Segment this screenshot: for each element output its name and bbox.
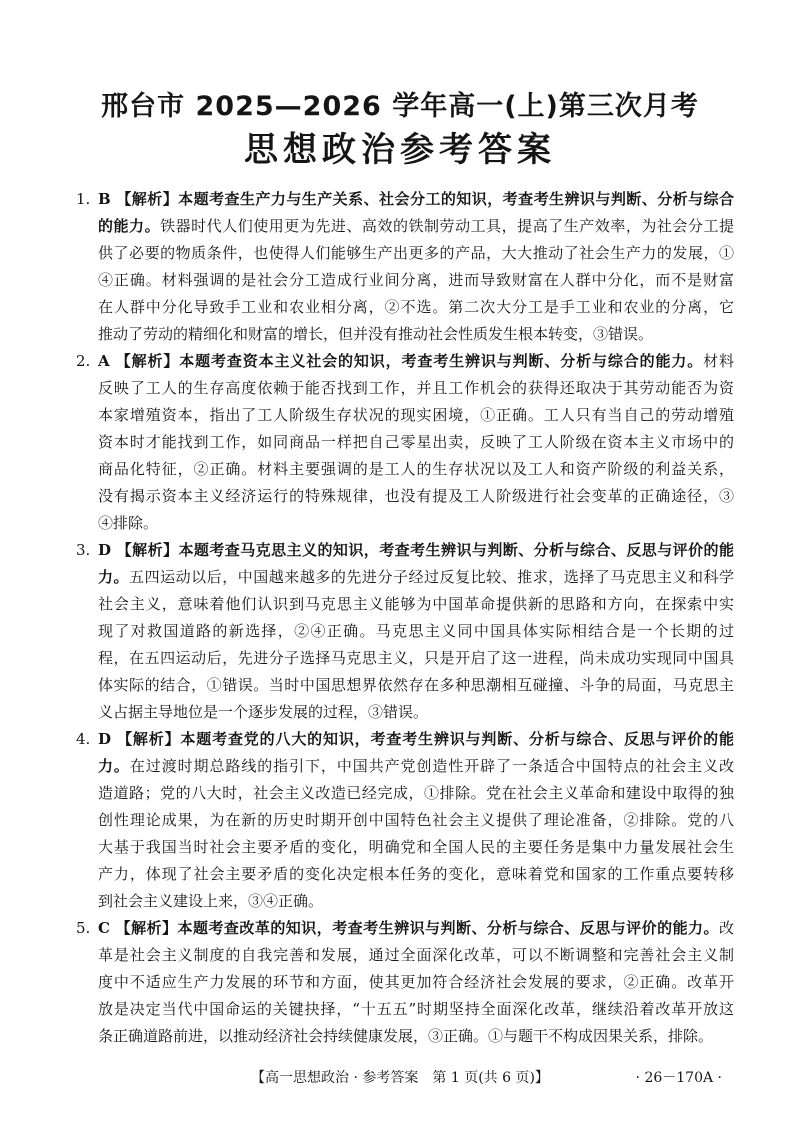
answer-line [98, 213, 734, 240]
answer-line-text: 反映了工人的生存高度依赖于能否找到工作，并且工作机会的获得还取决于其劳动能否为资 [98, 379, 734, 397]
answer-number: 4. [76, 730, 91, 748]
answer-line-bold: C 【解析】本题考查改革的知识，考查考生辨识与判断、分析与综合、反思与评价的能力。 [98, 919, 719, 937]
answer-line-text: 程，在五四运动后，先进分子选择马克思主义，只是开启了这一进程，尚未成功实现同中国具 [98, 649, 734, 667]
answer-line-text: 商品化特征，②正确。材料主要强调的是工人的生存状况以及工人和资产阶级的利益关系， [98, 460, 734, 478]
footer-code: · 26－170A · [635, 1070, 722, 1086]
answer-line [98, 618, 734, 645]
answer-line [98, 996, 734, 1023]
answer-line [98, 564, 734, 591]
answer-line-text: ④排除。 [98, 514, 159, 532]
answer-item [76, 537, 734, 726]
answer-item [76, 726, 734, 915]
answer-line [98, 834, 734, 861]
answer-number: 3. [76, 541, 91, 559]
answer-line-bold: 力。 [98, 568, 130, 586]
answer-line [98, 537, 734, 564]
answer-line [98, 645, 734, 672]
answer-line-text: 大基于我国当时社会主要矛盾的变化，明确党和全国人民的主要任务是集中力量发展社会生 [98, 838, 734, 856]
answer-number: 2. [76, 352, 91, 370]
answer-line [98, 888, 734, 915]
answer-line [98, 348, 734, 375]
answer-line [98, 807, 734, 834]
answer-line [98, 294, 734, 321]
answer-line-text: 义占据主导地位是一个逐步发展的过程，③错误。 [98, 703, 429, 721]
answer-line-text: 材料 [703, 352, 734, 370]
answer-line [98, 186, 734, 213]
answer-line-text: 铁器时代人们使用更为先进、高效的铁制劳动工具，提高了生产效率，为社会分工提 [160, 217, 734, 235]
answer-line [98, 969, 734, 996]
answer-line-text: 体实际的结合，①错误。当时中国思想界依然存在多种思潮相互碰撞、斗争的局面，马克思主 [98, 676, 734, 694]
answer-line [98, 672, 734, 699]
answer-line-text: 供了必要的物质条件，也使得人们能够生产出更多的产品，大大推动了社会生产力的发展，① [98, 244, 734, 262]
answer-line [98, 483, 734, 510]
answer-line [98, 942, 734, 969]
answer-line-text: 产力，体现了社会主要矛盾的变化决定根本任务的变化，意味着党和国家的工作重点要转移 [98, 865, 734, 883]
answer-line-text: 没有揭示资本主义经济运行的特殊规律，也没有提及工人阶级进行社会变革的正确途径，③ [98, 487, 734, 505]
answer-line-text: 造道路；党的八大时，社会主义改造已经完成，①排除。党在社会主义革命和建设中取得的独 [98, 784, 734, 802]
answer-item [76, 915, 734, 1050]
answer-line [98, 861, 734, 888]
page-footer [0, 1066, 800, 1090]
answer-number: 1. [76, 190, 91, 208]
answer-number: 5. [76, 919, 91, 937]
answer-line [98, 375, 734, 402]
answer-list [76, 186, 734, 1050]
answer-line-text: 在过渡时期总路线的指引下，中国共产党创造性开辟了一条适合中国特点的社会主义改 [129, 757, 734, 775]
answer-line-text: 资本时才能找到工作，如同商品一样把自己零星出卖，反映了工人阶级在资本主义市场中的 [98, 433, 734, 451]
answer-line-text: 本家增殖资本，指出了工人阶级生存状况的现实困境，①正确。工人只有当自己的劳动增殖 [98, 406, 734, 424]
answer-line [98, 699, 734, 726]
page-subtitle: 思想政治参考答案 [244, 130, 556, 170]
answer-line-text: 度中不适应生产力发展的环节和方面，使其更加符合经济社会发展的要求，②正确。改革开 [98, 973, 734, 991]
answer-line-bold: 的能力。 [98, 217, 161, 235]
answer-line [98, 1023, 734, 1050]
answer-line [98, 240, 734, 267]
answer-line [98, 915, 734, 942]
answer-line-text: ④正确。材料强调的是社会分工造成行业间分离，进而导致财富在人群中分化，而不是财富 [98, 271, 734, 289]
answer-line-text: 现了对救国道路的新选择，②④正确。马克思主义同中国具体实际相结合是一个长期的过 [98, 622, 734, 640]
answer-line [98, 267, 734, 294]
answer-line [98, 510, 734, 537]
answer-line [98, 429, 734, 456]
answer-line-text: 在人群中分化导致手工业和农业相分离，②不选。第二次大分工是手工业和农业的分离，它 [98, 298, 734, 316]
answer-line-bold: D 【解析】本题考查马克思主义的知识，考查考生辨识与判断、分析与综合、反思与评价的能 [98, 541, 734, 559]
answer-line-text: 创性理论成果，为在新的历史时期开创中国特色社会主义提供了理论准备，②排除。党的八 [98, 811, 734, 829]
answer-line-text: 到社会主义建设上来，③④正确。 [98, 892, 324, 910]
answer-line-bold: A 【解析】本题考查资本主义社会的知识，考查考生辨识与判断、分析与综合的能力。 [98, 352, 704, 370]
answer-line-text: 改 [718, 919, 734, 937]
answer-line-text: 推动了劳动的精细化和财富的增长，但并没有推动社会性质发生根本转变，③错误。 [98, 325, 654, 343]
answer-line-text: 社会主义，意味着他们认识到马克思主义能够为中国革命提供新的思路和方向，在探索中实 [98, 595, 734, 613]
page-title: 邢台市 2025—2026 学年高一(上)第三次月考 [101, 91, 699, 122]
answer-item [76, 186, 734, 348]
answer-line [98, 456, 734, 483]
answer-item [76, 348, 734, 537]
answer-line-text: 五四运动以后，中国越来越多的先进分子经过反复比较、推求，选择了马克思主义和科学 [129, 568, 734, 586]
answer-line-bold: D 【解析】本题考查党的八大的知识，考查考生辨识与判断、分析与综合、反思与评价的能 [98, 730, 734, 748]
answer-line-text: 条正确道路前进，以推动经济社会持续健康发展，③正确。①与题干不构成因果关系，排除。 [98, 1027, 714, 1045]
answer-line [98, 402, 734, 429]
answer-line [98, 753, 734, 780]
answer-line [98, 726, 734, 753]
answer-line-bold: B 【解析】本题考查生产力与生产关系、社会分工的知识，考查考生辨识与判断、分析与综合 [98, 190, 734, 208]
footer-page-info: 【高一思想政治 · 参考答案 第 1 页(共 6 页)】 [251, 1070, 549, 1086]
answer-line [98, 591, 734, 618]
answer-line-text: 放是决定当代中国命运的关键抉择，“十五五”时期坚持全面深化改革，继续沿着改革开放这 [98, 1000, 734, 1018]
answer-line-bold: 力。 [98, 757, 130, 775]
answer-line-text: 革是社会主义制度的自我完善和发展，通过全面深化改革，可以不断调整和完善社会主义制 [98, 946, 734, 964]
answer-line [98, 780, 734, 807]
answer-line [98, 321, 734, 348]
